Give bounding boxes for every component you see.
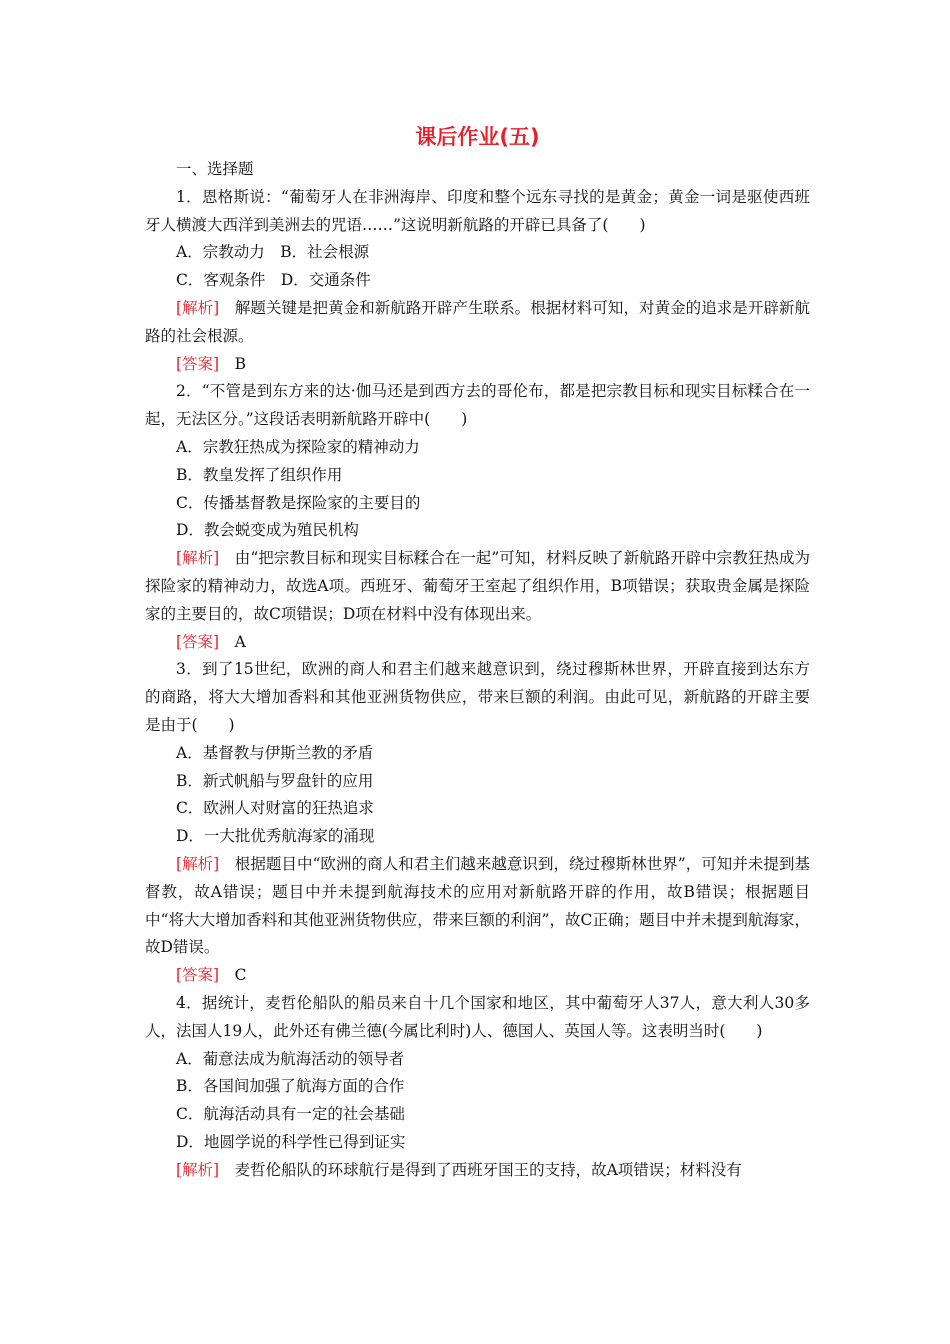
question-4-option-c: C．航海活动具有一定的社会基础	[176, 1105, 405, 1124]
question-1-answer	[145, 351, 810, 379]
answer-text: B	[219, 354, 246, 373]
question-2-option-a: A．宗教狂热成为探险家的精神动力	[176, 437, 420, 456]
question-2-answer	[145, 629, 810, 657]
question-2-option-b: B．教皇发挥了组织作用	[176, 465, 343, 484]
analysis-tag: [解析]	[176, 549, 220, 568]
question-4-analysis	[145, 1157, 810, 1185]
question-2-analysis	[145, 545, 810, 628]
question-1-options-ab: A．宗教动力 B．社会根源	[176, 243, 370, 262]
analysis-tag: [解析]	[176, 1160, 220, 1179]
question-2-option-d: D．教会蜕变成为殖民机构	[176, 521, 359, 540]
question-3-answer	[145, 962, 810, 990]
document-page	[145, 118, 810, 1184]
analysis-text: 由“把宗教目标和现实目标糅合在一起”可知，材料反映了新航路开辟中宗教狂热成为探险家的精神动力，故选A项。西班牙、葡萄牙王室起了组织作用，B项错误；获取贵金属是探险家的主要目的，故C项错误；D项在材料中没有体现出来。	[145, 549, 810, 623]
analysis-text: 根据题目中“欧洲的商人和君主们越来越意识到，绕过穆斯林世界”，可知并未提到基督教，故A错误；题目中并未提到航海技术的应用对新航路开辟的作用，故B错误；根据题目中“将大大增加香料和其他亚洲货物供应，带来巨额的利润”，故C正确；题目中并未提到航海家，故D错误。	[145, 854, 810, 957]
question-4-option-d: D．地圆学说的科学性已得到证实	[176, 1132, 406, 1151]
question-3-stem: 3．到了15世纪，欧洲的商人和君主们越来越意识到，绕过穆斯林世界，开辟直接到达东方的商路，将大大增加香料和其他亚洲货物供应，带来巨额的利润。由此可见，新航路的开辟主要是由于( )	[145, 660, 810, 734]
page-title: 课后作业(五)	[415, 125, 540, 149]
question-1-options-cd: C．客观条件 D．交通条件	[176, 271, 371, 290]
question-3-option-d: D．一大批优秀航海家的涌现	[176, 827, 375, 846]
answer-tag: [答案]	[176, 632, 220, 651]
question-1-stem: 1．恩格斯说：“葡萄牙人在非洲海岸、印度和整个远东寻找的是黄金；黄金一词是驱使西班牙人横渡大西洋到美洲去的咒语……”这说明新航路的开辟已具备了( )	[145, 187, 810, 234]
question-3-option-c: C．欧洲人对财富的狂热追求	[176, 799, 374, 818]
question-3-analysis	[145, 851, 810, 962]
question-4-option-a: A．葡意法成为航海活动的领导者	[176, 1049, 405, 1068]
question-3-option-a: A．基督教与伊斯兰教的矛盾	[176, 743, 374, 762]
question-2-option-c: C．传播基督教是探险家的主要目的	[176, 493, 421, 512]
analysis-tag: [解析]	[176, 854, 220, 873]
question-4-option-b: B．各国间加强了航海方面的合作	[176, 1077, 405, 1096]
answer-text: C	[219, 966, 247, 985]
analysis-tag: [解析]	[176, 298, 220, 317]
section-heading: 一、选择题	[176, 160, 254, 178]
analysis-text: 解题关键是把黄金和新航路开辟产生联系。根据材料可知，对黄金的追求是开辟新航路的社会根源。	[145, 298, 810, 345]
answer-tag: [答案]	[176, 966, 220, 985]
question-4-stem: 4．据统计，麦哲伦船队的船员来自十几个国家和地区，其中葡萄牙人37人，意大利人30多人，法国人19人，此外还有佛兰德(今属比利时)人、德国人、英国人等。这表明当时( )	[145, 993, 810, 1040]
question-2-stem: 2．“不管是到东方来的达·伽马还是到西方去的哥伦布，都是把宗教目标和现实目标糅合在一起，无法区分。”这段话表明新航路开辟中( )	[145, 382, 810, 429]
analysis-text: 麦哲伦船队的环球航行是得到了西班牙国王的支持，故A项错误；材料没有	[219, 1160, 742, 1179]
question-1-analysis	[145, 295, 810, 351]
answer-tag: [答案]	[176, 354, 220, 373]
answer-text: A	[219, 632, 246, 651]
question-3-option-b: B．新式帆船与罗盘针的应用	[176, 771, 374, 790]
